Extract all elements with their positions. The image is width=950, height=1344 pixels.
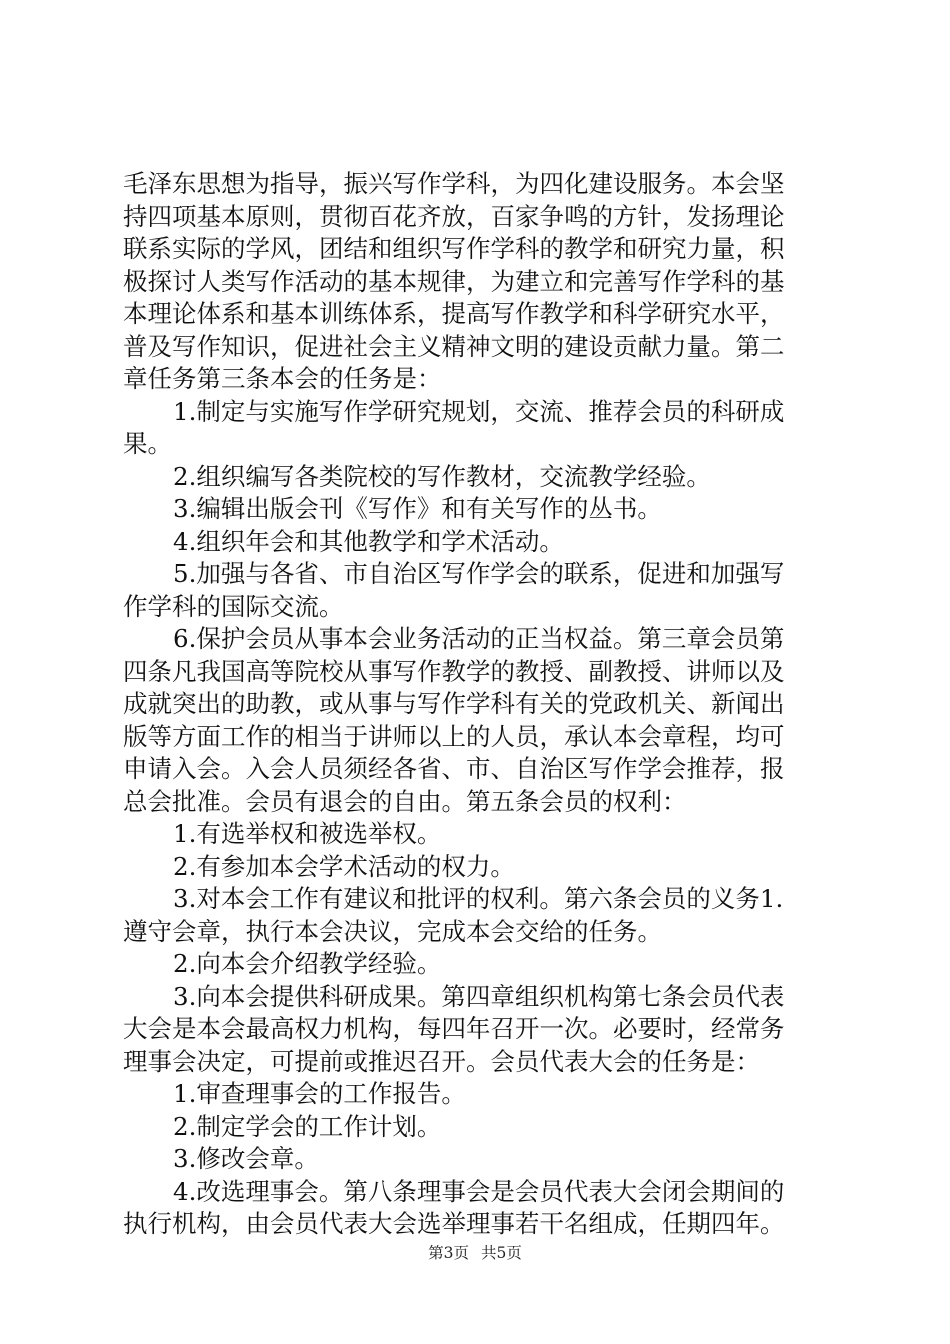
text-line: 3.对本会工作有建议和批评的权利。第六条会员的义务1. [173, 884, 784, 913]
text-line: 联系实际的学风，团结和组织写作学科的教学和研究力量，积 [123, 234, 785, 263]
text-line: 理事会决定，可提前或推迟召开。会员代表大会的任务是： [123, 1046, 760, 1076]
text-line: 3.编辑出版会刊《写作》和有关写作的丛书。 [173, 494, 662, 523]
text-line: 本理论体系和基本训练体系，提高写作教学和科学研究水平， [123, 299, 785, 328]
text-line: 3.向本会提供科研成果。第四章组织机构第七条会员代表 [173, 981, 785, 1011]
text-line: 3.修改会章。 [173, 1144, 319, 1173]
text-line: 1.审查理事会的工作报告。 [173, 1079, 466, 1108]
text-line: 版等方面工作的相当于讲师以上的人员，承认本会章程，均可 [123, 721, 785, 751]
text-line: 持四项基本原则，贯彻百花齐放，百家争鸣的方针，发扬理论 [123, 201, 785, 231]
text-line: 1.制定与实施写作学研究规划，交流、推荐会员的科研成 [173, 396, 785, 426]
text-line: 2.有参加本会学术活动的权力。 [173, 851, 515, 881]
text-line: 极探讨人类写作活动的基本规律，为建立和完善写作学科的基 [123, 266, 785, 296]
text-line: 普及写作知识，促进社会主义精神文明的建设贡献力量。第二 [123, 331, 785, 361]
document-body [123, 168, 835, 1241]
page-footer [0, 1243, 950, 1263]
page-number: 第3页 [428, 1244, 469, 1262]
text-line: 总会批准。会员有退会的自由。第五条会员的权利： [123, 786, 687, 816]
text-line: 遵守会章，执行本会决议，完成本会交给的任务。 [123, 916, 662, 946]
text-line: 2.向本会介绍教学经验。 [173, 949, 442, 978]
text-line: 大会是本会最高权力机构，每四年召开一次。必要时，经常务 [123, 1014, 785, 1043]
text-line: 成就突出的助教，或从事与写作学科有关的党政机关、新闻出 [123, 689, 785, 718]
text-line: 毛泽东思想为指导，振兴写作学科，为四化建设服务。本会坚 [123, 169, 785, 198]
text-line: 申请入会。入会人员须经各省、市、自治区写作学会推荐，报 [123, 754, 785, 783]
text-line: 果。 [123, 429, 172, 458]
text-line: 6.保护会员从事本会业务活动的正当权益。第三章会员第 [173, 624, 785, 653]
text-line: 5.加强与各省、市自治区写作学会的联系，促进和加强写 [173, 559, 785, 588]
text-line: 2.组织编写各类院校的写作教材，交流教学经验。 [173, 461, 711, 491]
text-line: 执行机构，由会员代表大会选举理事若干名组成，任期四年。 [123, 1209, 785, 1238]
text-line: 章任务第三条本会的任务是： [123, 364, 442, 393]
text-line: 四条凡我国高等院校从事写作教学的教授、副教授、讲师以及 [123, 656, 785, 686]
text-line: 4.组织年会和其他教学和学术活动。 [173, 526, 564, 556]
text-line: 作学科的国际交流。 [123, 591, 344, 621]
text-line: 4.改选理事会。第八条理事会是会员代表大会闭会期间的 [173, 1176, 785, 1206]
page-total: 共5页 [481, 1244, 522, 1262]
text-line: 2.制定学会的工作计划。 [173, 1111, 442, 1141]
text-line: 1.有选举权和被选举权。 [173, 819, 442, 848]
